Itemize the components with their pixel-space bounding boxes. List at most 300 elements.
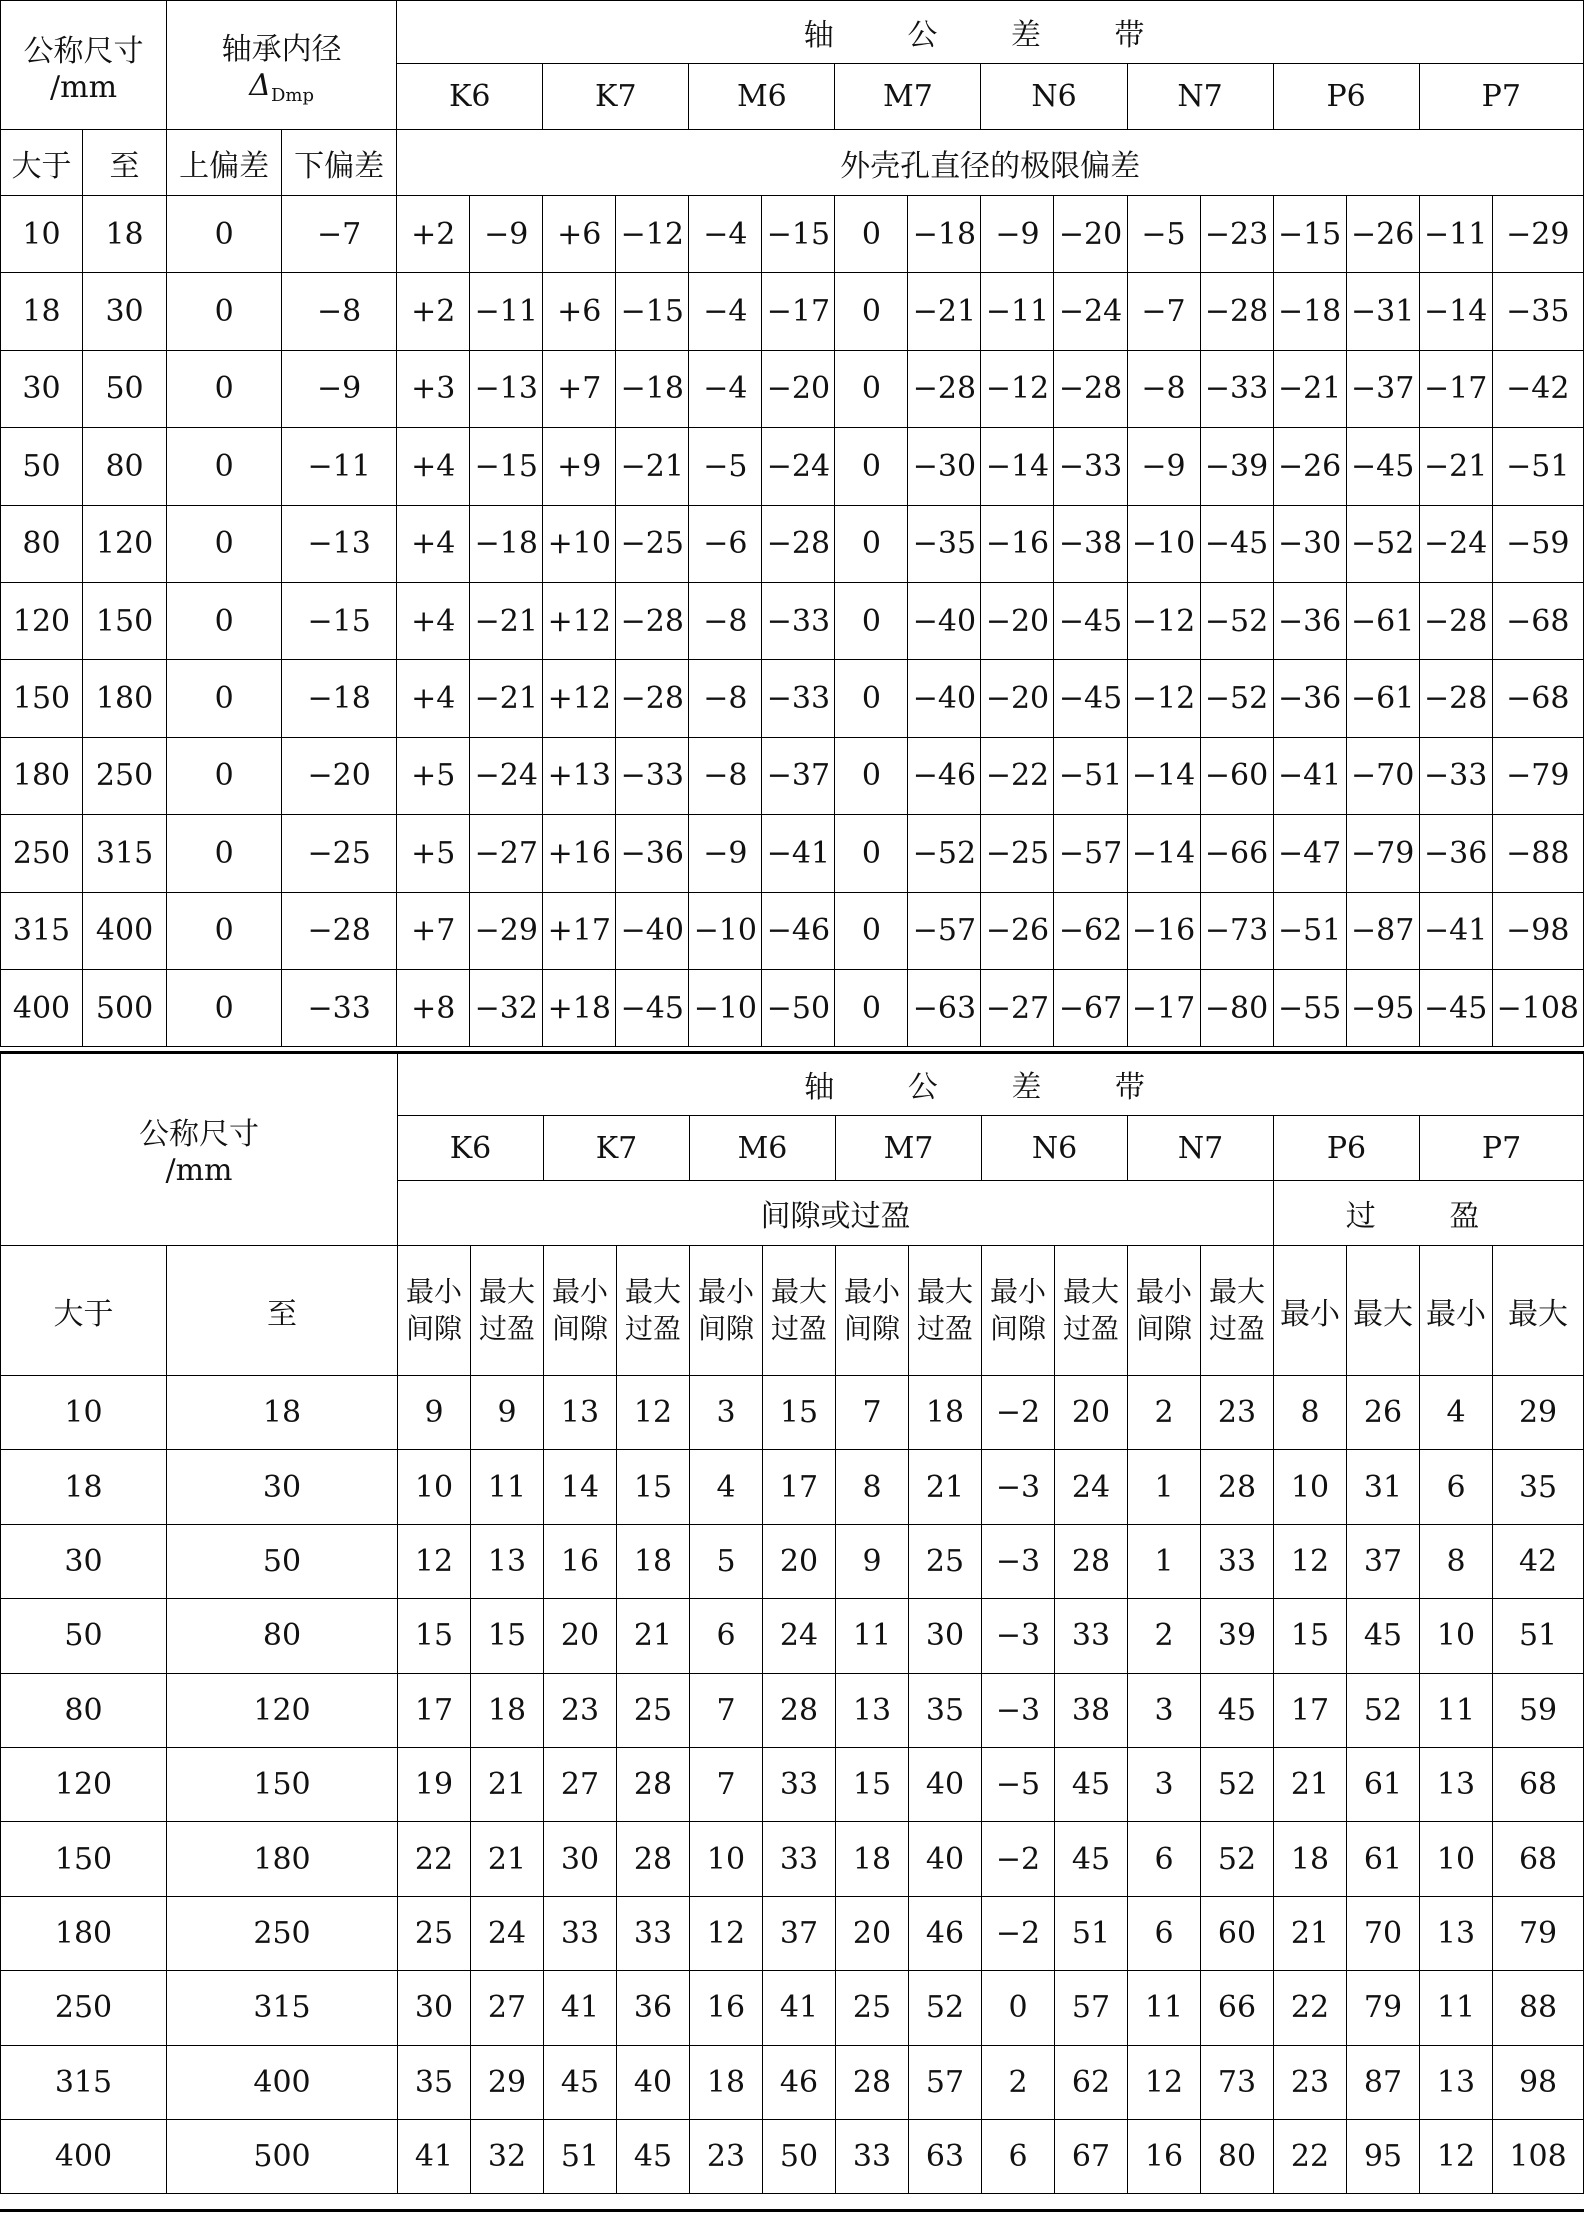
- table-cell: −7: [1127, 273, 1200, 350]
- table-cell: 45: [1055, 1747, 1128, 1821]
- table-cell: 0: [167, 892, 282, 969]
- table-row: [1, 505, 1584, 582]
- table-cell: 95: [1347, 2119, 1420, 2193]
- table-row: [1, 969, 1584, 1046]
- table-cell: 12: [1128, 2045, 1201, 2119]
- table-row: [1, 1822, 1584, 1896]
- table-cell: 180: [1, 737, 83, 814]
- table-cell: 29: [471, 2045, 544, 2119]
- table-cell: −9: [470, 196, 543, 273]
- table-cell: 150: [1, 1822, 167, 1896]
- table-cell: −16: [1127, 892, 1200, 969]
- table-cell: 8: [836, 1450, 909, 1524]
- bore-diameter-label: 轴承内径: [221, 32, 342, 67]
- bottom-rule: [0, 2209, 1584, 2212]
- table-cell: 33: [544, 1896, 617, 1970]
- table-cell: −45: [1054, 660, 1127, 737]
- table-cell: 15: [1274, 1599, 1347, 1673]
- table-cell: 400: [1, 2119, 167, 2193]
- table-cell: 180: [1, 1896, 167, 1970]
- table-cell: 21: [1274, 1747, 1347, 1821]
- table-cell: 10: [1, 1376, 167, 1450]
- table-cell: 61: [1347, 1822, 1420, 1896]
- table-cell: 120: [1, 1747, 167, 1821]
- table-cell: −20: [282, 737, 397, 814]
- table-cell: 33: [1055, 1599, 1128, 1673]
- table-cell: 68: [1493, 1747, 1584, 1821]
- table-cell: −62: [1054, 892, 1127, 969]
- table-cell: −11: [282, 428, 397, 505]
- table-cell: −12: [616, 196, 689, 273]
- table-cell: −61: [1346, 660, 1419, 737]
- table-cell: 0: [167, 660, 282, 737]
- table-cell: 50: [1, 1599, 167, 1673]
- table-cell: 0: [835, 273, 908, 350]
- table-cell: +12: [543, 582, 616, 659]
- table-cell: 30: [544, 1822, 617, 1896]
- table-cell: +4: [397, 582, 470, 659]
- table-cell: +13: [543, 737, 616, 814]
- table-cell: −15: [762, 196, 835, 273]
- table-cell: 10: [398, 1450, 471, 1524]
- table-cell: +18: [543, 969, 616, 1046]
- table-cell: 22: [1274, 1971, 1347, 2045]
- table-cell: 15: [617, 1450, 690, 1524]
- table-cell: 0: [167, 505, 282, 582]
- table-cell: −29: [470, 892, 543, 969]
- table-cell: −25: [282, 815, 397, 892]
- table-cell: 21: [617, 1599, 690, 1673]
- table-row: [1, 196, 1584, 273]
- table-cell: 30: [1, 350, 83, 427]
- table-cell: 20: [544, 1599, 617, 1673]
- table-cell: −51: [1273, 892, 1346, 969]
- table-cell: −80: [1200, 969, 1273, 1046]
- table-cell: 13: [836, 1673, 909, 1747]
- table-cell: 27: [544, 1747, 617, 1821]
- table-cell: 80: [1, 505, 83, 582]
- table-cell: 88: [1493, 1971, 1584, 2045]
- table-cell: −67: [1054, 969, 1127, 1046]
- table-cell: 150: [167, 1747, 398, 1821]
- table-cell: −10: [689, 969, 762, 1046]
- table-cell: −21: [470, 582, 543, 659]
- table-cell: 23: [544, 1673, 617, 1747]
- table-cell: 30: [909, 1599, 982, 1673]
- table-cell: 12: [690, 1896, 763, 1970]
- table-cell: −29: [1492, 196, 1583, 273]
- table-cell: 51: [1055, 1896, 1128, 1970]
- table-cell: 52: [1347, 1673, 1420, 1747]
- nominal-size-unit: /mm: [50, 69, 118, 105]
- table-cell: −4: [689, 196, 762, 273]
- table-cell: −63: [908, 969, 981, 1046]
- table-cell: −9: [1127, 428, 1200, 505]
- table-cell: 59: [1493, 1673, 1584, 1747]
- table-cell: 18: [1, 273, 83, 350]
- table-cell: 400: [83, 892, 167, 969]
- table-cell: 12: [1274, 1524, 1347, 1598]
- table-row: [1, 428, 1584, 505]
- table-cell: 60: [1201, 1896, 1274, 1970]
- table-cell: −51: [1492, 428, 1583, 505]
- table-cell: 11: [1420, 1673, 1493, 1747]
- table-cell: −20: [762, 350, 835, 427]
- table-cell: −21: [1419, 428, 1492, 505]
- table-cell: −45: [1346, 428, 1419, 505]
- table-cell: −18: [1273, 273, 1346, 350]
- table-cell: 0: [835, 582, 908, 659]
- table-cell: −40: [908, 582, 981, 659]
- table-cell: −33: [762, 660, 835, 737]
- table-cell: −14: [1127, 737, 1200, 814]
- table-cell: 6: [1420, 1450, 1493, 1524]
- table-cell: −52: [908, 815, 981, 892]
- table-cell: +12: [543, 660, 616, 737]
- table-cell: −33: [1200, 350, 1273, 427]
- table-cell: 13: [471, 1524, 544, 1598]
- table-cell: −46: [908, 737, 981, 814]
- table-cell: −39: [1200, 428, 1273, 505]
- table-cell: −20: [981, 582, 1054, 659]
- table-cell: 31: [1347, 1450, 1420, 1524]
- table-cell: −33: [1419, 737, 1492, 814]
- table-cell: 315: [83, 815, 167, 892]
- table-cell: −50: [762, 969, 835, 1046]
- table-cell: 13: [1420, 2045, 1493, 2119]
- table-cell: 36: [617, 1971, 690, 2045]
- table-cell: −42: [1492, 350, 1583, 427]
- table-cell: 180: [167, 1822, 398, 1896]
- table-cell: 13: [1420, 1747, 1493, 1821]
- table-row: [1, 1896, 1584, 1970]
- table-row: [1, 273, 1584, 350]
- table-cell: 0: [835, 969, 908, 1046]
- table-cell: −24: [1419, 505, 1492, 582]
- table-cell: 20: [836, 1896, 909, 1970]
- table-cell: −30: [1273, 505, 1346, 582]
- table-cell: −79: [1492, 737, 1583, 814]
- table-cell: 15: [763, 1376, 836, 1450]
- table-cell: 11: [836, 1599, 909, 1673]
- table-cell: −18: [908, 196, 981, 273]
- table-cell: 40: [909, 1822, 982, 1896]
- table-row: [1, 1376, 1584, 1450]
- table-cell: −28: [616, 582, 689, 659]
- nominal-size-header-2: [1, 1052, 398, 1246]
- zone-p6: P6: [1274, 1116, 1420, 1181]
- table-cell: −15: [616, 273, 689, 350]
- table-cell: 0: [835, 815, 908, 892]
- table-cell: −41: [762, 815, 835, 892]
- table-cell: 28: [763, 1673, 836, 1747]
- table-cell: +2: [397, 273, 470, 350]
- table-cell: 400: [167, 2045, 398, 2119]
- table-cell: 11: [471, 1450, 544, 1524]
- table-cell: 17: [763, 1450, 836, 1524]
- table-cell: 52: [1201, 1747, 1274, 1821]
- table-cell: 0: [835, 892, 908, 969]
- table-cell: −14: [1127, 815, 1200, 892]
- table-cell: −25: [981, 815, 1054, 892]
- table-cell: −14: [981, 428, 1054, 505]
- over-header-2: 大于: [1, 1246, 167, 1376]
- table-cell: 24: [471, 1896, 544, 1970]
- table-cell: 11: [1128, 1971, 1201, 2045]
- lower-deviation-header: 下偏差: [282, 130, 397, 196]
- table-cell: −21: [1273, 350, 1346, 427]
- table-cell: 0: [835, 660, 908, 737]
- table-cell: 80: [1, 1673, 167, 1747]
- table-cell: 18: [836, 1822, 909, 1896]
- table-cell: −79: [1346, 815, 1419, 892]
- table-cell: 24: [763, 1599, 836, 1673]
- table-cell: 13: [1420, 1896, 1493, 1970]
- table-cell: +6: [543, 273, 616, 350]
- table-cell: −13: [470, 350, 543, 427]
- table-cell: 27: [471, 1971, 544, 2045]
- table-cell: −45: [1419, 969, 1492, 1046]
- table-cell: 16: [1128, 2119, 1201, 2193]
- table-cell: −10: [1127, 505, 1200, 582]
- table-cell: −36: [1273, 582, 1346, 659]
- table-cell: 45: [617, 2119, 690, 2193]
- table-cell: 0: [982, 1971, 1055, 2045]
- table-cell: 19: [398, 1747, 471, 1821]
- table-cell: 37: [1347, 1524, 1420, 1598]
- nominal-size-label: 公称尺寸: [23, 33, 144, 69]
- table-cell: +7: [543, 350, 616, 427]
- table-cell: 0: [835, 505, 908, 582]
- nominal-size-header: [1, 1, 167, 130]
- table-cell: +4: [397, 660, 470, 737]
- table-cell: −87: [1346, 892, 1419, 969]
- table-cell: +5: [397, 815, 470, 892]
- table-cell: 11: [1420, 1971, 1493, 2045]
- nominal-size-label-2: 公称尺寸: [139, 1117, 259, 1152]
- table-cell: 30: [167, 1450, 398, 1524]
- table-cell: 35: [1493, 1450, 1584, 1524]
- table-cell: −18: [470, 505, 543, 582]
- max-interference-header: 最大 过盈: [1201, 1246, 1274, 1376]
- table-cell: 61: [1347, 1747, 1420, 1821]
- table-cell: 21: [1274, 1896, 1347, 1970]
- table-cell: 0: [167, 196, 282, 273]
- table-cell: 0: [835, 737, 908, 814]
- table-cell: 32: [471, 2119, 544, 2193]
- table-row: [1, 1673, 1584, 1747]
- table-cell: −28: [1419, 660, 1492, 737]
- table-cell: 21: [909, 1450, 982, 1524]
- table-cell: −15: [1273, 196, 1346, 273]
- table-cell: −95: [1346, 969, 1419, 1046]
- table-cell: 18: [1, 1450, 167, 1524]
- zone-m6: M6: [689, 64, 835, 130]
- table-cell: −14: [1419, 273, 1492, 350]
- fit-clearance-table: [0, 1051, 1584, 2194]
- upper-deviation-header: 上偏差: [167, 130, 282, 196]
- table-cell: −41: [1273, 737, 1346, 814]
- min-clearance-header: 最小 间隙: [982, 1246, 1055, 1376]
- table-cell: 98: [1493, 2045, 1584, 2119]
- table-cell: −98: [1492, 892, 1583, 969]
- table-cell: −88: [1492, 815, 1583, 892]
- table-cell: −45: [616, 969, 689, 1046]
- table-cell: 21: [471, 1747, 544, 1821]
- table-row: [1, 892, 1584, 969]
- table-cell: −40: [908, 660, 981, 737]
- table-cell: 79: [1347, 1971, 1420, 2045]
- table-cell: −24: [470, 737, 543, 814]
- table-cell: −108: [1492, 969, 1583, 1046]
- table-cell: 41: [398, 2119, 471, 2193]
- table-cell: 150: [83, 582, 167, 659]
- table-cell: −28: [1419, 582, 1492, 659]
- table-cell: −47: [1273, 815, 1346, 892]
- table-cell: 15: [836, 1747, 909, 1821]
- table-cell: 6: [690, 1599, 763, 1673]
- table-cell: −15: [282, 582, 397, 659]
- table-cell: 33: [617, 1896, 690, 1970]
- table-cell: 67: [1055, 2119, 1128, 2193]
- table-cell: 16: [690, 1971, 763, 2045]
- table-cell: −52: [1346, 505, 1419, 582]
- table-cell: 21: [471, 1822, 544, 1896]
- table-cell: 66: [1201, 1971, 1274, 2045]
- table-row: [1, 2119, 1584, 2193]
- table-cell: 18: [1274, 1822, 1347, 1896]
- table-cell: −30: [908, 428, 981, 505]
- table-cell: −55: [1273, 969, 1346, 1046]
- table-row: [1, 1524, 1584, 1598]
- table-cell: 3: [1128, 1747, 1201, 1821]
- table-cell: +16: [543, 815, 616, 892]
- table-cell: 68: [1493, 1822, 1584, 1896]
- table-cell: 2: [1128, 1599, 1201, 1673]
- table-cell: 250: [1, 815, 83, 892]
- table-cell: −17: [1127, 969, 1200, 1046]
- tolerance-zone-header: 轴 公 差 带: [397, 1, 1584, 64]
- table-cell: +10: [543, 505, 616, 582]
- table-cell: 10: [690, 1822, 763, 1896]
- table-cell: 9: [398, 1376, 471, 1450]
- min-clearance-header: 最小 间隙: [1128, 1246, 1201, 1376]
- table-cell: −20: [981, 660, 1054, 737]
- table-cell: −2: [982, 1822, 1055, 1896]
- table-cell: −15: [470, 428, 543, 505]
- table-cell: 18: [471, 1673, 544, 1747]
- table-cell: −35: [1492, 273, 1583, 350]
- table-cell: 18: [167, 1376, 398, 1450]
- table-cell: 8: [1420, 1524, 1493, 1598]
- table-row: [1, 2045, 1584, 2119]
- table-cell: −11: [1419, 196, 1492, 273]
- table-cell: −22: [981, 737, 1054, 814]
- table-cell: 12: [398, 1524, 471, 1598]
- table-cell: −36: [1419, 815, 1492, 892]
- zone-m6: M6: [690, 1116, 836, 1181]
- table-cell: −61: [1346, 582, 1419, 659]
- table-cell: +6: [543, 196, 616, 273]
- table-cell: −8: [689, 582, 762, 659]
- min-clearance-header: 最小 间隙: [836, 1246, 909, 1376]
- table-cell: −5: [1127, 196, 1200, 273]
- table-cell: −40: [616, 892, 689, 969]
- max-interference-header: 最大 过盈: [1055, 1246, 1128, 1376]
- table-cell: 4: [690, 1450, 763, 1524]
- table-cell: +4: [397, 505, 470, 582]
- table-cell: 18: [83, 196, 167, 273]
- table-cell: 87: [1347, 2045, 1420, 2119]
- zone-n6: N6: [981, 64, 1127, 130]
- table-cell: 23: [1201, 1376, 1274, 1450]
- table-cell: 25: [836, 1971, 909, 2045]
- zone-k7: K7: [543, 64, 689, 130]
- table-cell: −3: [982, 1599, 1055, 1673]
- table-cell: 250: [83, 737, 167, 814]
- table-cell: −3: [982, 1524, 1055, 1598]
- min-interference-header: 最小: [1420, 1246, 1493, 1376]
- table-cell: −23: [1200, 196, 1273, 273]
- table-cell: −2: [982, 1376, 1055, 1450]
- table-cell: −3: [982, 1450, 1055, 1524]
- table-cell: −11: [470, 273, 543, 350]
- to-header: 至: [83, 130, 167, 196]
- table-cell: −12: [1127, 582, 1200, 659]
- table-cell: −37: [1346, 350, 1419, 427]
- table-cell: −8: [282, 273, 397, 350]
- table-cell: −68: [1492, 582, 1583, 659]
- table-row: [1, 737, 1584, 814]
- min-interference-header: 最小: [1274, 1246, 1347, 1376]
- max-interference-header: 最大 过盈: [763, 1246, 836, 1376]
- table-cell: −35: [908, 505, 981, 582]
- zone-p7: P7: [1419, 64, 1583, 130]
- to-header-2: 至: [167, 1246, 398, 1376]
- table-cell: 22: [398, 1822, 471, 1896]
- table-cell: 1: [1128, 1450, 1201, 1524]
- table-cell: −21: [616, 428, 689, 505]
- table-cell: 8: [1274, 1376, 1347, 1450]
- table-cell: 45: [1201, 1673, 1274, 1747]
- table-cell: −9: [282, 350, 397, 427]
- bore-symbol: $\Delta_{Dmp}$: [249, 68, 314, 106]
- table-cell: 41: [763, 1971, 836, 2045]
- table-cell: 30: [83, 273, 167, 350]
- table-cell: 2: [982, 2045, 1055, 2119]
- table-cell: 40: [909, 1747, 982, 1821]
- table-cell: 500: [167, 2119, 398, 2193]
- table-cell: 28: [617, 1747, 690, 1821]
- table-cell: 26: [1347, 1376, 1420, 1450]
- table-cell: −24: [1054, 273, 1127, 350]
- table-cell: 20: [763, 1524, 836, 1598]
- table-cell: 0: [167, 969, 282, 1046]
- table-cell: 18: [617, 1524, 690, 1598]
- table-cell: 52: [909, 1971, 982, 2045]
- table-cell: −38: [1054, 505, 1127, 582]
- table-cell: −28: [282, 892, 397, 969]
- table-cell: 57: [1055, 1971, 1128, 2045]
- table-cell: 20: [1055, 1376, 1128, 1450]
- table-cell: 25: [398, 1896, 471, 1970]
- table-cell: 57: [909, 2045, 982, 2119]
- table-cell: 40: [617, 2045, 690, 2119]
- table-cell: 315: [1, 892, 83, 969]
- table-cell: 6: [982, 2119, 1055, 2193]
- table-cell: −3: [982, 1673, 1055, 1747]
- table-cell: −46: [762, 892, 835, 969]
